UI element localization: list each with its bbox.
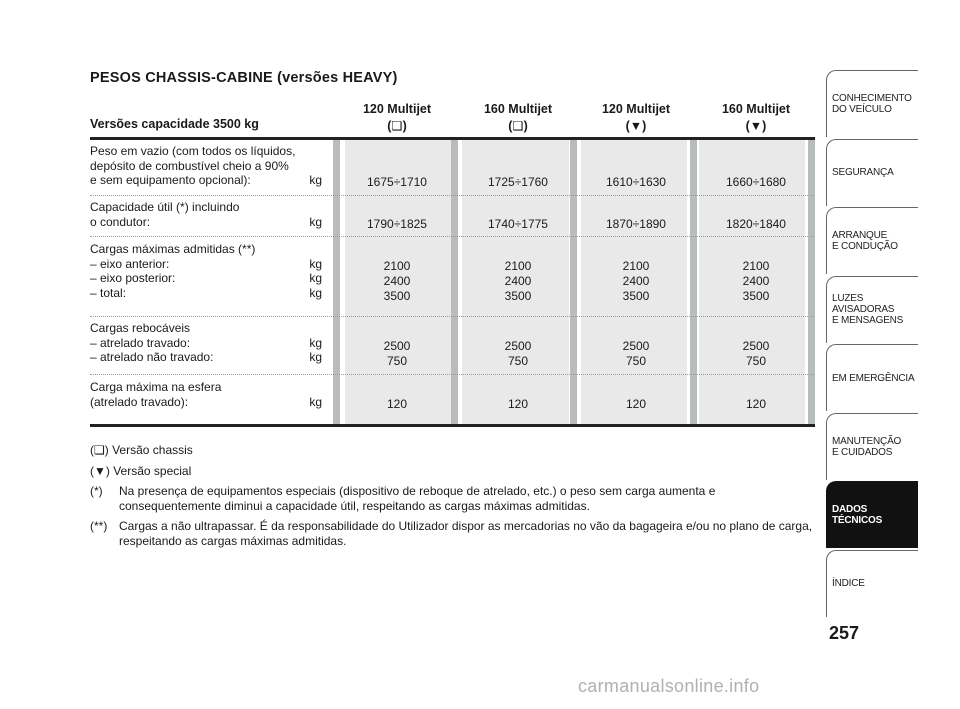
- row-label-line: [90, 159, 322, 174]
- cell-line: 2100: [622, 259, 650, 273]
- cell-line: 2400: [622, 274, 650, 288]
- cell-line: 3500: [622, 289, 650, 303]
- sidebar-tab-label: EM EMERGÊNCIA: [832, 372, 915, 384]
- table-cell-value: [581, 339, 691, 369]
- column-header-model: 120 Multijet: [601, 102, 671, 116]
- sidebar-tab[interactable]: [826, 344, 918, 411]
- row-divider: [90, 374, 814, 375]
- row-label-text: Capacidade útil (*) incluindo: [90, 200, 240, 214]
- row-label-text: Carga máxima na esfera: [90, 380, 222, 394]
- footnote: [90, 484, 815, 513]
- column-header: [701, 101, 811, 135]
- row-label-text: Cargas máximas admitidas (**): [90, 242, 256, 256]
- column-header: [463, 101, 573, 135]
- table-cell-value: [701, 339, 811, 369]
- sidebar-tab-label: DADOS TÉCNICOS: [832, 504, 883, 526]
- cell-line: 750: [386, 354, 408, 368]
- cell-line: 2100: [383, 259, 411, 273]
- row-unit: kg: [309, 285, 322, 300]
- cell-line: 2500: [622, 339, 650, 353]
- column-header-model: 120 Multijet: [362, 102, 432, 116]
- cell-line: 2400: [742, 274, 770, 288]
- row-label-line: [90, 242, 322, 257]
- cell-line: 750: [745, 354, 767, 368]
- table-cell-value: [701, 397, 811, 412]
- row-label-text: o condutor:: [90, 214, 151, 229]
- cell-line: 3500: [383, 289, 411, 303]
- cell-line: 1740÷1775: [488, 217, 548, 231]
- table-row-header: Versões capacidade 3500 kg: [90, 117, 259, 131]
- column-header: [342, 101, 452, 135]
- sidebar-tab[interactable]: [826, 276, 918, 343]
- section-title: PESOS CHASSIS-CABINE (versões HEAVY): [90, 70, 398, 86]
- row-label: [90, 200, 322, 229]
- page-number: 257: [829, 623, 860, 643]
- cell-line: 2100: [742, 259, 770, 273]
- footnote-text: (▼) Versão special: [90, 463, 192, 478]
- cell-line: 3500: [504, 289, 532, 303]
- cell-line: 1870÷1890: [606, 217, 666, 231]
- table-bottom-rule: [90, 424, 815, 427]
- cell-line: 2500: [742, 339, 770, 353]
- row-label-line: [90, 336, 322, 351]
- row-label-text: – atrelado travado:: [90, 335, 191, 350]
- cell-line: 750: [625, 354, 647, 368]
- sidebar-tab-label: MANUTENÇÃO E CUIDADOS: [832, 435, 902, 458]
- row-label-line: [90, 173, 322, 188]
- row-unit: kg: [309, 256, 322, 271]
- row-label-line: [90, 286, 322, 301]
- row-unit: kg: [309, 335, 322, 350]
- cell-line: 2400: [383, 274, 411, 288]
- sidebar-tab[interactable]: [826, 139, 918, 206]
- column-header: [581, 101, 691, 135]
- sidebar-tab[interactable]: [826, 413, 918, 480]
- row-label-text: – eixo posterior:: [90, 271, 176, 285]
- row-label: [90, 321, 322, 365]
- cell-line: 120: [507, 397, 529, 411]
- cell-line: 2100: [504, 259, 532, 273]
- row-label-text: – total:: [90, 285, 127, 300]
- row-label-line: [90, 200, 322, 215]
- column-header-version: (▼): [625, 119, 647, 133]
- column-header-model: 160 Multijet: [483, 102, 553, 116]
- cell-line: 120: [625, 397, 647, 411]
- sidebar-tab-label: ÍNDICE: [832, 578, 865, 589]
- footnote: [90, 443, 815, 458]
- sidebar-tab-label: LUZES AVISADORAS E MENSAGENS: [832, 293, 904, 326]
- row-label-line: [90, 271, 322, 286]
- cell-line: 1660÷1680: [726, 175, 786, 189]
- column-separator: [690, 140, 697, 424]
- sidebar-tab[interactable]: [826, 70, 918, 137]
- row-label-line: [90, 144, 322, 159]
- row-unit: kg: [309, 394, 322, 409]
- footnotes: [90, 443, 815, 554]
- column-header-model: 160 Multijet: [721, 102, 791, 116]
- sidebar-tab-label: SEGURANÇA: [832, 167, 894, 178]
- table-cell-value: [463, 217, 573, 232]
- row-label-line: [90, 350, 322, 365]
- cell-line: 2500: [504, 339, 532, 353]
- row-unit: kg: [309, 271, 322, 285]
- sidebar-tab[interactable]: [826, 550, 918, 617]
- cell-line: 2500: [383, 339, 411, 353]
- sidebar-tab-label: ARRANQUE E CONDUÇÃO: [832, 230, 898, 252]
- cell-line: 2400: [504, 274, 532, 288]
- sidebar-tab[interactable]: [826, 207, 918, 274]
- watermark: carmanualsonline.info: [578, 676, 760, 696]
- cell-line: 120: [745, 397, 767, 411]
- table-cell-value: [581, 217, 691, 232]
- row-label-text: – eixo anterior:: [90, 256, 170, 271]
- cell-line: 1675÷1710: [367, 175, 427, 189]
- cell-line: 1790÷1825: [367, 217, 427, 231]
- table-cell-value: [342, 339, 452, 369]
- table-cell-value: [342, 397, 452, 412]
- row-label: [90, 144, 322, 188]
- table-cell-value: [463, 397, 573, 412]
- footnote-mark: (**): [90, 519, 108, 533]
- row-unit: kg: [309, 350, 322, 364]
- table-cell-value: [701, 217, 811, 232]
- footnote-text: Na presença de equipamentos especiais (dispositivo de reboque de atrelado, etc.) o peso sem carga aumenta e consequentemente diminui a capacidade útil, respeitando as cargas máximas admitidas.: [119, 484, 716, 513]
- footnote: [90, 519, 815, 548]
- cell-line: 1725÷1760: [488, 175, 548, 189]
- table-cell-value: [701, 259, 811, 304]
- cell-line: 3500: [742, 289, 770, 303]
- footnote: [90, 464, 815, 479]
- row-label-text: e sem equipamento opcional):: [90, 173, 251, 187]
- row-label-line: [90, 380, 322, 395]
- table-cell-value: [342, 259, 452, 304]
- column-header-version: (❏): [508, 119, 528, 133]
- table-cell-value: [581, 397, 691, 412]
- table-cell-value: [342, 175, 452, 190]
- footnote-text: Cargas a não ultrapassar. É da responsabilidade do Utilizador dispor as mercadorias no vão da bagageira e/ou no plano de carga, respeitando as cargas máximas admitidas.: [119, 519, 813, 548]
- cell-line: 1610÷1630: [606, 175, 666, 189]
- cell-line: 120: [386, 397, 408, 411]
- row-label: [90, 380, 322, 409]
- table-cell-value: [463, 259, 573, 304]
- table-cell-value: [342, 217, 452, 232]
- table-cell-value: [581, 259, 691, 304]
- row-label-text: Cargas rebocáveis: [90, 321, 191, 335]
- row-label-line: [90, 395, 322, 410]
- row-unit: kg: [309, 214, 322, 229]
- column-separator: [451, 140, 458, 424]
- row-label-line: [90, 321, 322, 336]
- cell-line: 750: [507, 354, 529, 368]
- footnote-mark: (*): [90, 484, 103, 498]
- sidebar-tab[interactable]: [826, 481, 918, 548]
- row-label-text: depósito de combustível cheio a 90%: [90, 158, 289, 173]
- row-label-text: Peso em vazio (com todos os líquidos,: [90, 144, 296, 158]
- table-cell-value: [463, 339, 573, 369]
- table-cell-value: [701, 175, 811, 190]
- row-label-line: [90, 257, 322, 272]
- table-cell-value: [581, 175, 691, 190]
- cell-line: 1820÷1840: [726, 217, 786, 231]
- row-label-text: (atrelado travado):: [90, 394, 189, 409]
- row-label: [90, 242, 322, 300]
- column-header-version: (▼): [745, 119, 767, 133]
- row-label-text: – atrelado não travado:: [90, 350, 214, 364]
- row-label-line: [90, 215, 322, 230]
- column-separator: [333, 140, 340, 424]
- row-divider: [90, 195, 814, 196]
- footnote-text: (❏) Versão chassis: [90, 443, 193, 457]
- row-unit: kg: [309, 173, 322, 187]
- table-cell-value: [463, 175, 573, 190]
- row-divider: [90, 236, 814, 237]
- column-header-version: (❏): [387, 119, 407, 133]
- sidebar-tab-label: CONHECIMENTO DO VEÍCULO: [832, 93, 912, 115]
- row-divider: [90, 316, 814, 317]
